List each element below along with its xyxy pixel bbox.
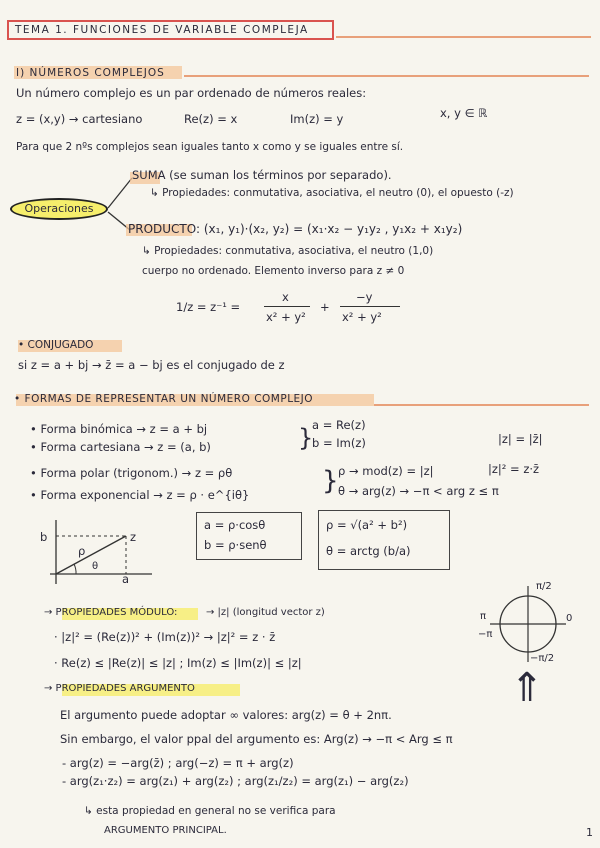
theta-formula: θ = arctg (b/a) <box>326 544 411 558</box>
forma-polar: • Forma polar (trigonom.) → z = ρθ <box>30 466 233 480</box>
conjugado-heading: • CONJUGADO <box>18 339 94 351</box>
operaciones-label: Operaciones <box>10 198 108 220</box>
argumento-line4: - arg(z₁·z₂) = arg(z₁) + arg(z₂) ; arg(z₁/z₂) = arg(z₁) − arg(z₂) <box>62 774 409 788</box>
producto-text: PRODUCTO: (x₁, y₁)·(x₂, y₂) = (x₁·x₂ − y₁y₂ , y₁x₂ + x₁y₂) <box>128 222 463 236</box>
real-part: Re(z) = x <box>184 112 238 126</box>
formas-heading: • FORMAS DE REPRESENTAR UN NÚMERO COMPLEJO <box>14 393 314 405</box>
title-underline <box>336 36 591 38</box>
xy-real: x, y ∈ ℝ <box>440 106 488 120</box>
b-im: b = Im(z) <box>312 436 366 450</box>
modulo-heading: → PROPIEDADES MÓDULO: <box>44 607 178 618</box>
fraction-bar <box>264 306 310 307</box>
inverse-plus: + <box>320 300 330 314</box>
definition-text: Un número complejo es un par ordenado de números reales: <box>16 86 367 100</box>
mod-squared: |z|² = z·z̄ <box>488 462 540 476</box>
b-sen: b = ρ·senθ <box>204 538 267 552</box>
modulo-prop1: · |z|² = (Re(z))² + (Im(z))² → |z|² = z · z̄ <box>54 630 276 644</box>
cuerpo-text: cuerpo no ordenado. Elemento inverso para z ≠ 0 <box>142 265 405 277</box>
page-title: TEMA 1. FUNCIONES DE VARIABLE COMPLEJA <box>7 20 334 40</box>
argumento-heading: → PROPIEDADES ARGUMENTO <box>44 683 195 694</box>
brace: } <box>298 424 314 452</box>
a-re: a = Re(z) <box>312 418 366 432</box>
circle-right: 0 <box>566 613 573 624</box>
diagram-rho: ρ <box>78 544 86 558</box>
diagram-b: b <box>40 530 48 544</box>
rho-formula: ρ = √(a² + b²) <box>326 518 408 532</box>
section-underline <box>184 75 589 77</box>
circle-top: π/2 <box>536 581 552 592</box>
producto-properties: ↳ Propiedades: conmutativa, asociativa, el neutro (1,0) <box>142 245 434 257</box>
section-heading-numeros: I) NÚMEROS COMPLEJOS <box>16 67 165 79</box>
mod-equality: |z| = |z̄| <box>498 432 543 446</box>
argumento-line3: - arg(z) = −arg(z̄) ; arg(−z) = π + arg(z) <box>62 756 294 770</box>
brace: } <box>322 466 339 496</box>
inverse-num1: x <box>282 290 289 304</box>
forma-exponencial: • Forma exponencial → z = ρ · e^{iθ} <box>30 488 250 502</box>
inverse-den1: x² + y² <box>266 310 306 324</box>
modulo-prop2: · Re(z) ≤ |Re(z)| ≤ |z| ; Im(z) ≤ |Im(z)| ≤ |z| <box>54 656 302 670</box>
circle-bottom: −π/2 <box>530 653 555 664</box>
diagram-theta: θ <box>92 561 99 572</box>
inverse-den2: x² + y² <box>342 310 382 324</box>
page-number: 1 <box>586 826 593 839</box>
argumento-line5: ↳ esta propiedad en general no se verifica para <box>84 805 336 817</box>
arrow-up-icon: ⇑ <box>510 665 544 711</box>
suma-properties: ↳ Propiedades: conmutativa, asociativa, el neutro (0), el opuesto (-z) <box>150 187 514 199</box>
suma-text: SUMA (se suman los términos por separado). <box>132 168 392 182</box>
argumento-line1: El argumento puede adoptar ∞ valores: arg(z) = θ + 2nπ. <box>60 708 392 722</box>
complex-plane-diagram <box>36 516 156 588</box>
imag-part: Im(z) = y <box>290 112 344 126</box>
inverse-num2: −y <box>356 290 373 304</box>
theta-arg: θ → arg(z) → −π < arg z ≤ π <box>338 484 499 498</box>
argumento-line2: Sin embargo, el valor ppal del argumento es: Arg(z) → −π < Arg ≤ π <box>60 732 453 746</box>
fraction-bar <box>340 306 400 307</box>
equality-text: Para que 2 nºs complejos sean iguales tanto x como y se iguales entre sí. <box>16 141 404 153</box>
rho-mod: ρ → mod(z) = |z| <box>338 464 434 478</box>
conjugado-text: si z = a + bj → z̄ = a − bj es el conjugado de z <box>18 358 285 372</box>
modulo-note: → |z| (longitud vector z) <box>206 607 325 618</box>
forma-cartesiana: • Forma cartesiana → z = (a, b) <box>30 440 211 454</box>
circle-left2: −π <box>478 629 493 640</box>
forma-binomica: • Forma binómica → z = a + bj <box>30 422 208 436</box>
unit-circle-diagram <box>486 582 573 666</box>
inverse-lhs: 1/z = z⁻¹ = <box>176 300 241 314</box>
diagram-a: a <box>122 572 130 586</box>
diagram-z: z <box>130 530 137 544</box>
section-underline <box>374 404 589 406</box>
circle-left: π <box>480 611 487 622</box>
a-cos: a = ρ·cosθ <box>204 518 266 532</box>
argumento-line6: ARGUMENTO PRINCIPAL. <box>104 825 227 836</box>
z-definition: z = (x,y) → cartesiano <box>16 112 143 126</box>
